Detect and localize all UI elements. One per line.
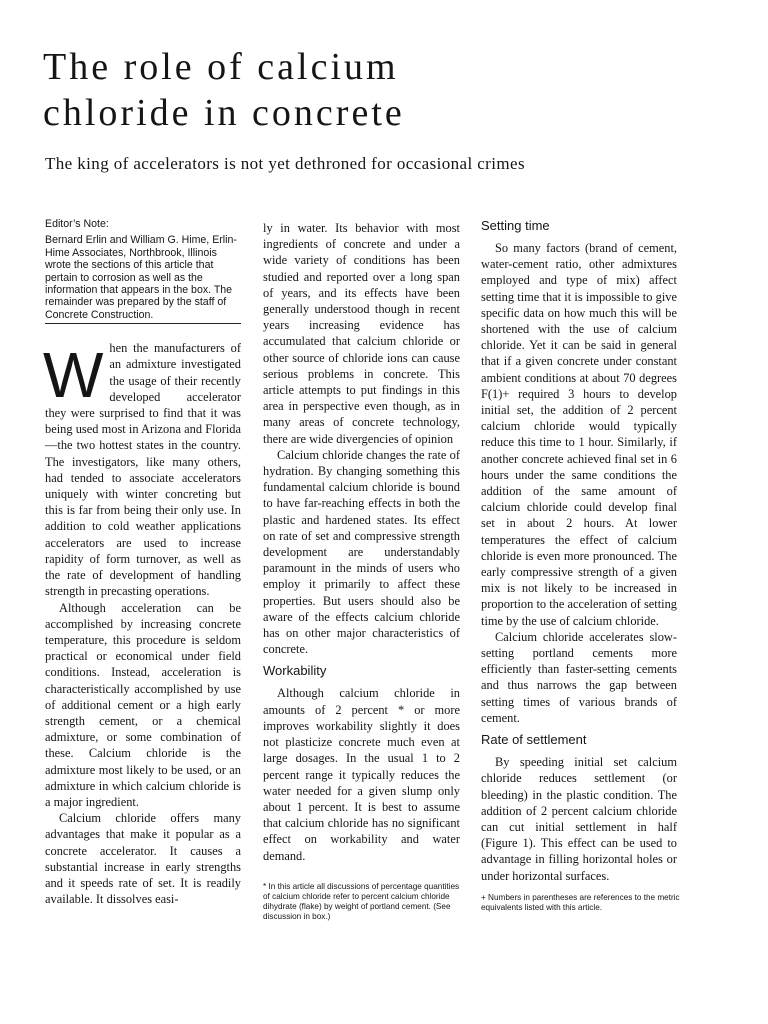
column-1 <box>45 218 241 907</box>
title-line-2: chloride in concrete <box>43 92 405 134</box>
article-title <box>43 44 603 136</box>
section-heading-workability: Workability <box>263 663 327 679</box>
paragraph: Although acceleration can be accomplished by increasing concrete temperature, this procedure is seldom practical or economical under field conditions. Instead, acceleration is characteristically accomplished by use of additional cement or a high early strength cement, or a chemical admixture, or some combination of these. Calcium chloride is the admixture most likely to be used, or an admixture in which calcium chloride is a major ingredient. <box>45 600 241 809</box>
lead-paragraph <box>45 340 241 599</box>
section-heading-setting-time: Setting time <box>481 218 550 233</box>
paragraph: Calcium chloride offers many advantages that make it popular as a concrete accelerator. It causes a substantial increase in early strengths and it speeds rate of set. It is readily available. It dissolves easi- <box>45 811 241 907</box>
paragraph: Calcium chloride changes the rate of hydration. By changing something this fundamental calcium chloride is bound to have far-reaching effects in both the plastic and hardened states. Its effect on rate of set and compressive strength development are understandably paramount in the minds of users who employ it primarily to affect these properties. But users should also be aware of the effects calcium chloride has on other major characteristics of concrete. <box>263 447 460 657</box>
title-line-1: The role of calcium <box>43 46 399 88</box>
column-3 <box>481 218 677 884</box>
lead-paragraph-text: hen the manufacturers of an admixture investigated the usage of their recently developed accelerator they were surprised to find that it was being used most in Arizona and Florida—the two hottest states in the country. The investigators, like many others, had tended to associate accelerators uniquely with winter concreting but this is far from being their only use. In addition to cold weather applications accelerators are used to increase rapidity of form turnover, as well as the rate of development of handling strength in precasting operations. <box>45 341 241 599</box>
column-2 <box>263 220 460 922</box>
paragraph: Calcium chloride accelerates slow-setting portland cements more efficiently than faster-setting cements and thus narrows the gap between setting times of various brands of cement. <box>481 629 677 725</box>
section-heading-rate-of-settlement: Rate of settlement <box>481 732 587 748</box>
editor-note <box>45 218 241 324</box>
drop-cap: W <box>43 339 104 412</box>
footnote-percentage: * In this article all discussions of percentage quantities of calcium chloride refer to percent calcium chloride dihydrate (flake) by weight of portland cement. (See discussion in box.) <box>263 881 460 921</box>
paragraph: By speeding initial set calcium chloride reduces settlement (or bleeding) in the plastic condition. The addition of 2 percent calcium chloride can cut initial settlement in half (Figure 1). This effect can be used to advantage in filling horizontal holes or under horizontal surfaces. <box>481 755 677 883</box>
paragraph: So many factors (brand of cement, water-cement ratio, other admixtures employed and type of mix) affect setting time that it is impossible to give specific data on how much this will be shortened with the use of calcium chloride. Yet it can be said in general that if a given concrete under constant ambient conditions at about 70 degrees F(1)+ required 3 hours to develop initial set, the addition of 2 percent calcium chloride would typically reduce this time to 1 hour. Similarly, if another concrete achieved final set in 6 hours under the same conditions the addition of the same amount of calcium chloride could develop final set in about 2 hours. At lower temperatures the effect of calcium chloride is even more pronounced. The early compressive strength of a given mix is not likely to be increased in proportion to the acceleration of setting time by the use of calcium chloride. <box>481 241 677 628</box>
article-subtitle: The king of accelerators is not yet dethroned for occasional crimes <box>45 154 525 173</box>
editor-note-text: Bernard Erlin and William G. Hime, Erlin-Hime Associates, Northbrook, Illinois wrote the sections of this article that pertain to corrosion as well as the information that appears in the box. The remainder was prepared by the staff of Concrete Construction. <box>45 234 237 321</box>
paragraph: ly in water. Its behavior with most ingredients of concrete and under a wide variety of conditions has been studied and reported over a long span of years, and its effects have been generally understood though in recent years increasing evidence has accumulated that calcium chloride or other source of chloride ions can cause serious problems in concrete. This article attempts to put findings in this area in perspective even though, as in many areas of concrete technology, there are wide divergencies of opinion <box>263 221 460 446</box>
paragraph: Although calcium chloride in amounts of 2 percent * or more improves workability slightly it does not plasticize concrete much even at large dosages. In the usual 1 to 2 percent range it typically reduces the water needed for a given slump only about 1 percent. It is best to assume that calcium chloride has no significant effect on workability and water demand. <box>263 686 460 863</box>
editor-note-label: Editor’s Note: <box>45 218 109 230</box>
footnote-references: + Numbers in parentheses are references to the metric equivalents listed with this article. <box>481 893 680 912</box>
